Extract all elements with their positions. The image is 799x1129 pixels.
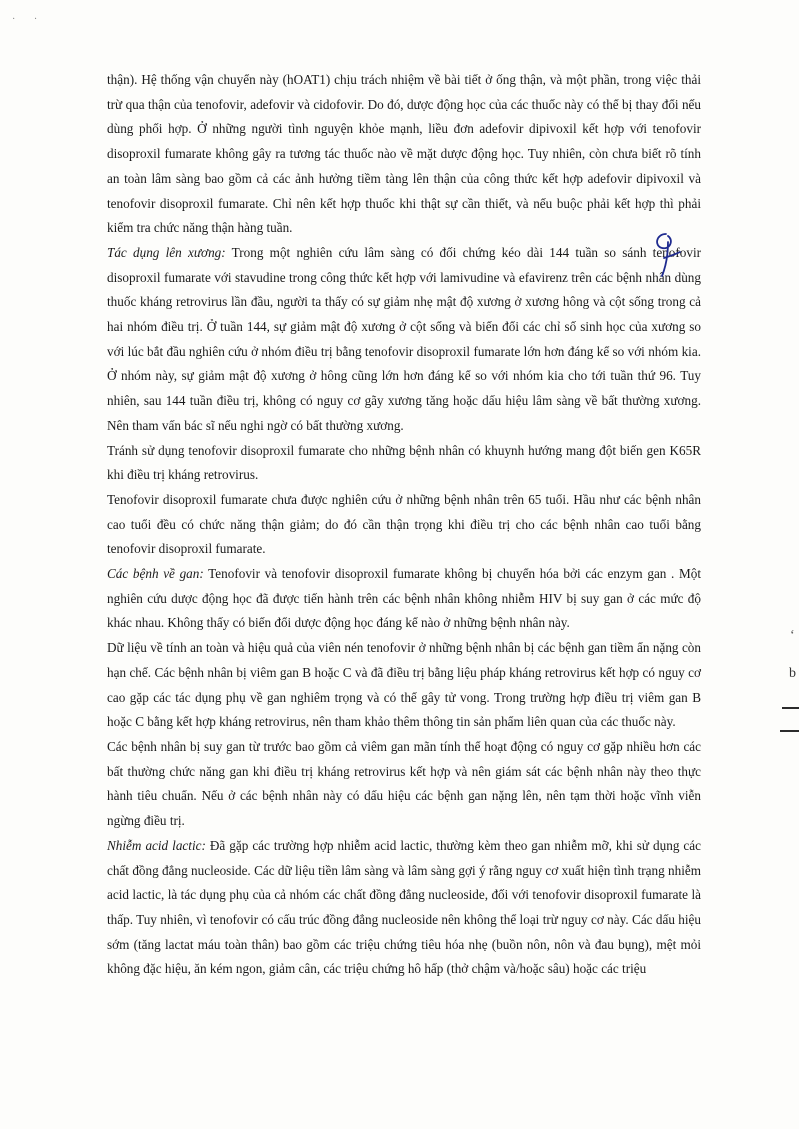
paragraph-text: Các bệnh nhân bị suy gan từ trước bao gồm cả viêm gan mãn tính thể hoạt động có nguy cơ gặp nhiều hơn các bất thường chức năng gan khi điều trị kháng retrovirus kết hợp và nên giám sát các bệnh nhân này theo thực hành tiêu chuẩn. Nếu ở các bệnh nhân này có dấu hiệu các bệnh gan nặng lên, nên tạm thời hoặc vĩnh viễn ngừng điều trị. — [107, 738, 701, 829]
document-page — [107, 68, 701, 982]
paragraph-text: Tenofovir disoproxil fumarate chưa được nghiên cứu ở những bệnh nhân trên 65 tuổi. Hầu như các bệnh nhân cao tuổi đều có chức năng thận giảm; do đó cần thận trọng khi điều trị cho các bệnh nhân cao tuổi bằng tenofovir disoproxil fumarate. — [107, 491, 701, 557]
scan-speck: · · — [12, 14, 46, 25]
section-lead-lactic: Nhiễm acid lactic: — [107, 837, 206, 853]
paragraph-bone-effects — [107, 241, 701, 439]
margin-letter: b — [789, 666, 796, 681]
paragraph-text: Trong một nghiên cứu lâm sàng có đối chứng kéo dài 144 tuần so sánh tenofovir disoproxil fumarate với stavudine trong công thức kết hợp với lamivudine và efavirenz trên các bệnh nhân dùng thuốc kháng retrovirus lần đầu, người ta thấy có sự giảm nhẹ mật độ xương ở xương hông và cột sống trong cả hai nhóm điều trị. Ở tuần 144, sự giảm mật độ xương ở cột sống và biến đổi các chỉ số sinh học của xương so với lúc bắt đầu nghiên cứu ở nhóm điều trị bằng tenofovir disoproxil fumarate lớn hơn đáng kể so với nhóm kia. Ở nhóm này, sự giảm mật độ xương ở hông cũng lớn hơn đáng kể so với nhóm kia cho tới tuần thứ 96. Tuy nhiên, sau 144 tuần điều trị, không có nguy cơ gãy xương tăng hoặc dấu hiệu lâm sàng về bất thường xương. Nên tham vấn bác sĩ nếu nghi ngờ có bất thường xương. — [107, 244, 701, 433]
paragraph-transport — [107, 68, 701, 241]
paragraph-liver-safety — [107, 636, 701, 735]
paragraph-liver-disease — [107, 562, 701, 636]
margin-mark-quote: ‘ — [790, 628, 795, 643]
section-lead-bone: Tác dụng lên xương: — [107, 244, 226, 260]
paragraph-text: Tránh sử dụng tenofovir disoproxil fumarate cho những bệnh nhân có khuynh hướng mang đột biến gen K65R khi điều trị kháng retrovirus. — [107, 442, 701, 483]
paragraph-liver-monitoring — [107, 735, 701, 834]
margin-dash — [782, 707, 799, 709]
paragraph-text: Đã gặp các trường hợp nhiễm acid lactic, thường kèm theo gan nhiễm mỡ, khi sử dụng các chất đồng đẳng nucleoside. Các dữ liệu tiền lâm sàng và lâm sàng gợi ý rằng nguy cơ xuất hiện tình trạng nhiễm acid lactic, là tác dụng phụ của cả nhóm các chất đồng đẳng nucleoside, đối với tenofovir disoproxil fumarate là thấp. Tuy nhiên, vì tenofovir có cấu trúc đồng đẳng nucleoside nên không thể loại trừ nguy cơ này. Các dấu hiệu sớm (tăng lactat máu toàn thân) bao gồm các triệu chứng tiêu hóa nhẹ (buồn nôn, nôn và đau bụng), mệt mỏi không đặc hiệu, ăn kém ngon, giảm cân, các triệu chứng hô hấp (thở chậm và/hoặc sâu) hoặc các triệu — [107, 837, 701, 977]
paragraph-text: Dữ liệu về tính an toàn và hiệu quả của viên nén tenofovir ở những bệnh nhân bị các bệnh gan tiềm ẩn nặng còn hạn chế. Các bệnh nhân bị viêm gan B hoặc C và đã điều trị bằng liệu pháp kháng retrovirus kết hợp có nguy cơ cao gặp các tác dụng phụ về gan nghiêm trọng và có thể gây tử vong. Trong trường hợp điều trị viêm gan B hoặc C bằng kết hợp kháng retrovirus, nên tham khảo thêm thông tin sản phẩm liên quan của các thuốc này. — [107, 640, 701, 730]
margin-dash — [780, 730, 799, 732]
paragraph-elderly — [107, 488, 701, 562]
paragraph-text: thận). Hệ thống vận chuyển này (hOAT1) chịu trách nhiệm về bài tiết ở ống thận, và một phần, trong việc thải trừ qua thận của tenofovir, adefovir và cidofovir. Do đó, dược động học của các thuốc này có thể bị thay đổi nếu dùng phối hợp. Ở những người tình nguyện khỏe mạnh, liều đơn adefovir dipivoxil kết hợp với tenofovir disoproxil fumarate không gây ra tương tác thuốc nào về mặt dược động học. Tuy nhiên, còn chưa biết rõ tính an toàn lâm sàng bao gồm cả các ảnh hưởng tiềm tàng lên thận của công thức kết hợp adefovir dipivoxil và tenofovir disoproxil fumarate. Chỉ nên kết hợp thuốc khi thật sự cần thiết, và nếu buộc phải kết hợp thì phải kiểm tra chức năng thận hàng tuần. — [107, 72, 701, 236]
paragraph-k65r — [107, 439, 701, 488]
paragraph-text: Tenofovir và tenofovir disoproxil fumarate không bị chuyển hóa bởi các enzym gan . Một nghiên cứu dược động học đã được tiến hành trên các bệnh nhân không nhiễm HIV bị suy gan ở các mức độ khác nhau. Không thấy có biến đổi dược động học đáng kể nào ở những bệnh nhân này. — [107, 566, 701, 631]
paragraph-lactic-acidosis — [107, 834, 701, 982]
section-lead-liver: Các bệnh về gan: — [107, 566, 204, 582]
initials-signature — [646, 228, 686, 280]
